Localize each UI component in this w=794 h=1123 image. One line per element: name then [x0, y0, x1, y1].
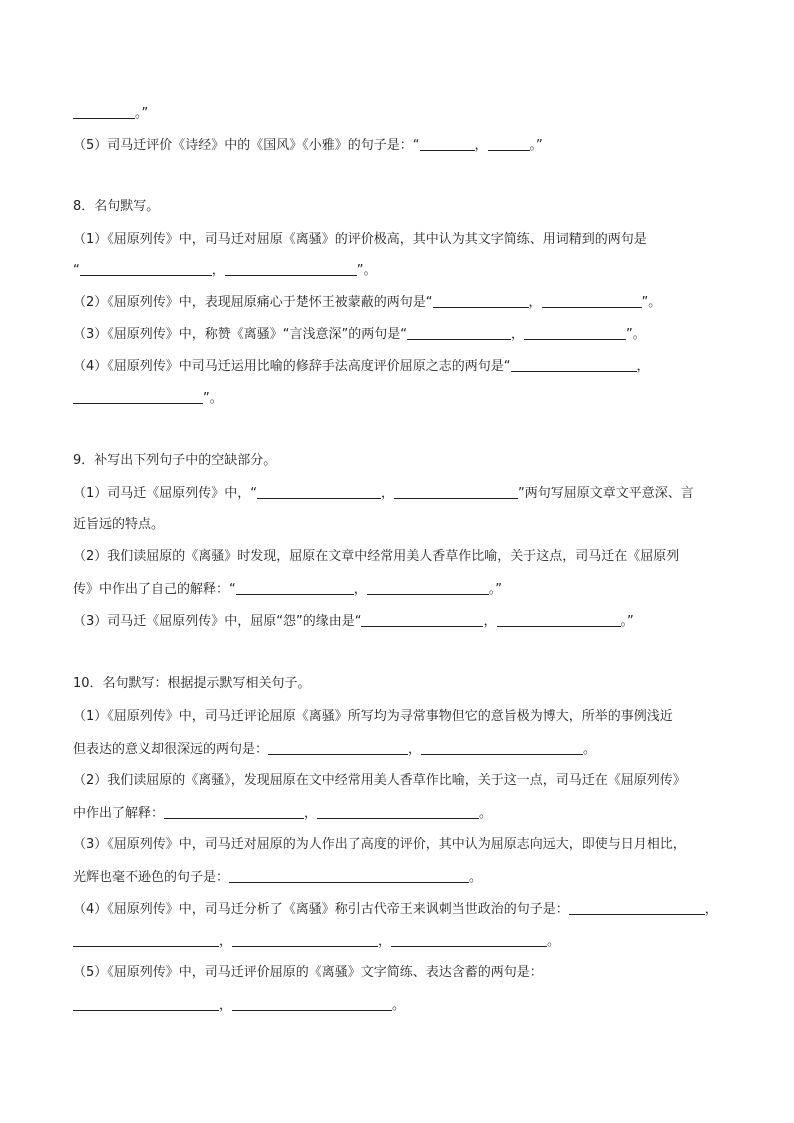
q8-item-1-line2: “ ， ”。 [73, 263, 377, 278]
answer-blank[interactable] [229, 868, 469, 883]
q10-item-1-line2: 但表达的意义却很深远的两句是： ， 。 [73, 742, 597, 757]
answer-blank[interactable] [73, 389, 203, 404]
q10-item-3-line1: （3）《屈原列传》中，司马迁对屈原的为人作出了高度的评价，其中认为屈原志向远大，即使与日月相比， [73, 837, 686, 852]
answer-blank[interactable] [367, 580, 489, 595]
q9-item-1-line2: 近旨远的特点。 [73, 517, 165, 532]
answer-blank[interactable] [361, 612, 483, 627]
answer-blank[interactable] [569, 900, 705, 915]
answer-blank[interactable] [394, 484, 518, 499]
q10-item-2-line2: 中作出了解释： ， 。 [73, 806, 493, 821]
answer-blank[interactable] [421, 740, 583, 755]
q10-item-5-line2: ， 。 [73, 996, 734, 1015]
q10-item-2-line1: （2）我们读屈原的《离骚》，发现屈原在文中经常用美人香草作比喻，关于这一点，司马迁在《屈原列传》 [73, 773, 686, 788]
q9-item-2-line1: （2）我们读屈原的《离骚》时发现，屈原在文章中经常用美人香草作比喻，关于这点，司马迁在《屈原列 [73, 549, 680, 564]
answer-blank[interactable] [317, 804, 479, 819]
q7-item-5: （5）司马迁评价《诗经》中的《国风》《小雅》的句子是：“ ， 。” [73, 138, 543, 153]
answer-blank[interactable] [73, 932, 219, 947]
q8-item-1-line1: （1）《屈原列传》中，司马迁对屈原《离骚》的评价极高，其中认为其文字简练、用词精到的两句是 [73, 232, 647, 247]
answer-blank[interactable] [232, 996, 392, 1011]
q8-item-4-line1: （4）《屈原列传》中司马迁运用比喻的修辞手法高度评价屈原之志的两句是“ ， [73, 359, 650, 374]
q10-item-3-line2: 光辉也毫不逊色的句子是： 。 [73, 870, 483, 885]
q10-item-1-line1: （1）《屈原列传》中，司马迁评论屈原《离骚》所写均为寻常事物但它的意旨极为博大，所举的事例浅近 [73, 709, 673, 724]
answer-blank[interactable] [497, 612, 621, 627]
answer-blank[interactable] [257, 484, 381, 499]
answer-blank[interactable] [524, 325, 626, 340]
answer-blank[interactable] [268, 740, 408, 755]
q8-title: 8．名句默写。 [73, 199, 160, 214]
answer-blank[interactable] [391, 932, 547, 947]
answer-blank[interactable] [236, 580, 354, 595]
q9-item-3: （3）司马迁《屈原列传》中，屈原“怨”的缘由是“ ， 。” [73, 614, 634, 629]
q10-item-4-line2: ， ， 。 [73, 932, 734, 951]
answer-blank[interactable] [542, 293, 642, 308]
q7-tail-line: 。” [73, 104, 734, 123]
answer-blank[interactable] [488, 136, 530, 151]
answer-blank[interactable] [232, 932, 378, 947]
answer-blank[interactable] [225, 261, 357, 276]
q9-title: 9．补写出下列句子中的空缺部分。 [73, 453, 277, 468]
answer-blank[interactable] [80, 261, 212, 276]
answer-blank[interactable] [407, 325, 511, 340]
answer-blank[interactable] [73, 996, 219, 1011]
q8-item-2: （2）《屈原列传》中，表现屈原痛心于楚怀王被蒙蔽的两句是“ ， ”。 [73, 295, 662, 310]
q8-item-4-line2: ”。 [73, 389, 734, 408]
answer-blank[interactable] [73, 104, 135, 119]
q10-title: 10．名句默写：根据提示默写相关句子。 [73, 676, 311, 691]
q10-item-5-line1: （5）《屈原列传》中，司马迁评价屈原的《离骚》文字简练、表达含蓄的两句是： [73, 965, 543, 980]
q9-item-1-line1: （1）司马迁《屈原列传》中，“ ， ”两句写屈原文章文平意深、言 [73, 486, 694, 501]
answer-blank[interactable] [164, 804, 304, 819]
answer-blank[interactable] [420, 136, 475, 151]
answer-blank[interactable] [433, 293, 529, 308]
q8-item-3: （3）《屈原列传》中，称赞《离骚》“言浅意深”的两句是“ ， ”。 [73, 327, 646, 342]
q10-item-4-line1: （4）《屈原列传》中，司马迁分析了《离骚》称引古代帝王来讽刺当世政治的句子是： ， [73, 902, 718, 917]
answer-blank[interactable] [511, 357, 637, 372]
q9-item-2-line2: 传》中作出了自己的解释：“ ， 。” [73, 582, 503, 597]
